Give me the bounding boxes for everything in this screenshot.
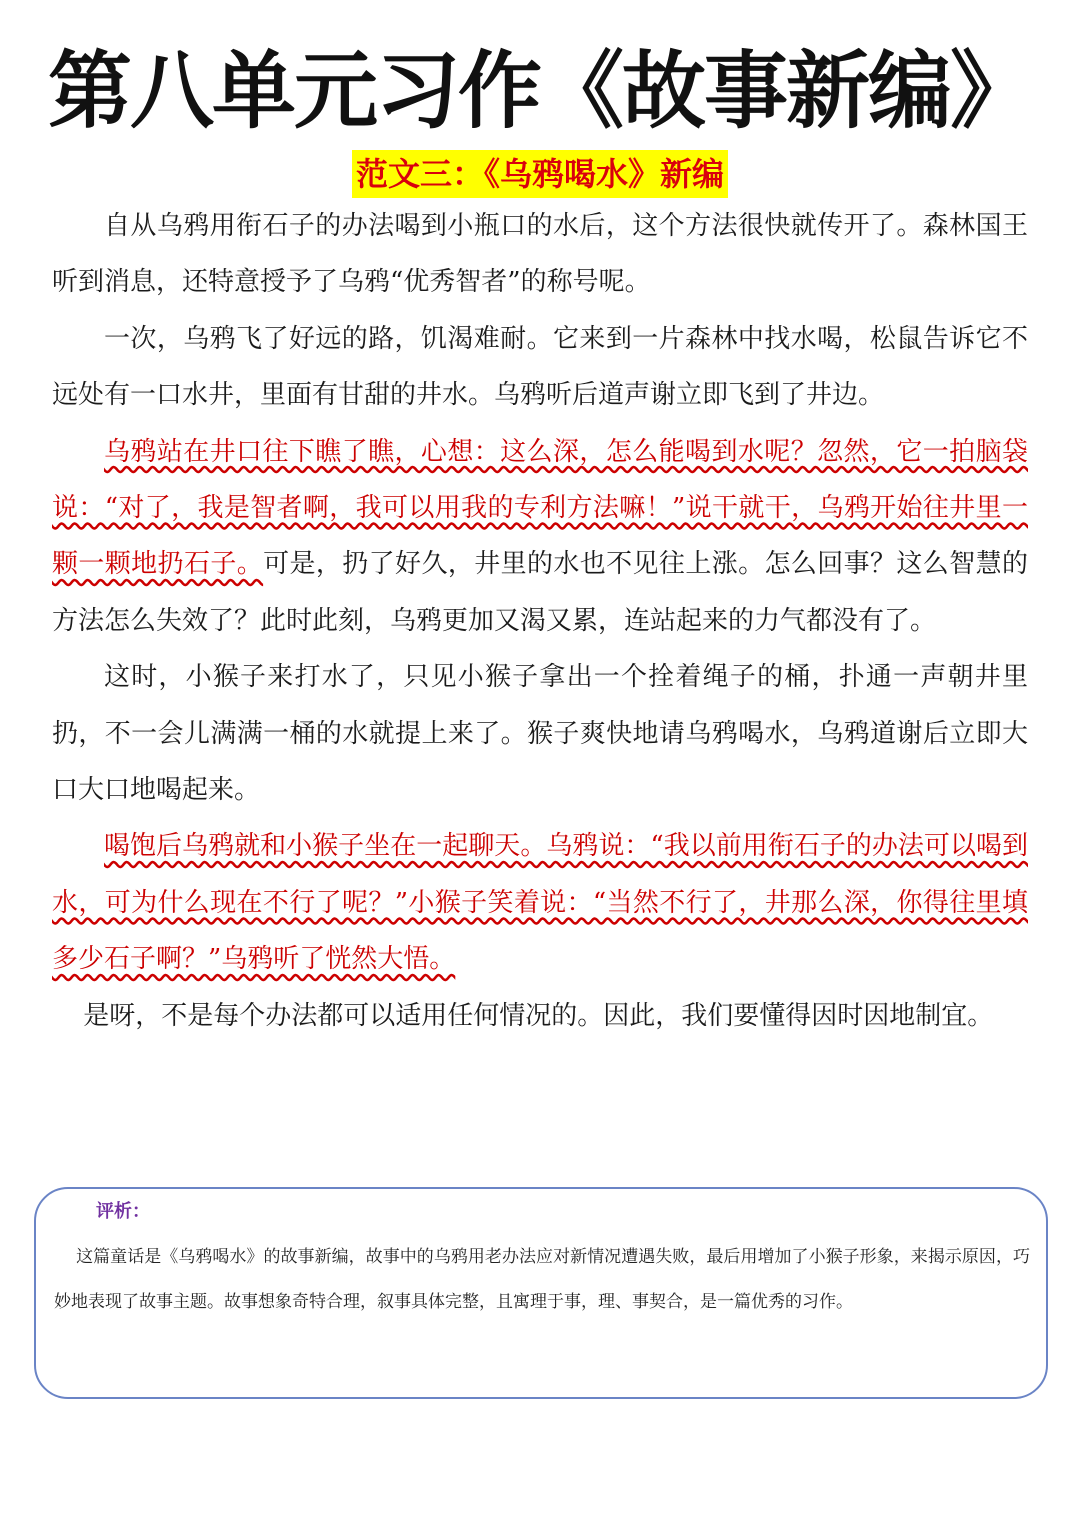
subtitle-highlight: 范文三：《乌鸦喝水》新编 [352,150,728,198]
paragraph-4: 这时，小猴子来打水了，只见小猴子拿出一个拴着绳子的桶，扑通一声朝井里扔，不一会儿满满一桶的水就提上来了。猴子爽快地请乌鸦喝水，乌鸦道谢后立即大口大口地喝起来。 [52,662,1028,806]
paragraph-6: 是呀，不是每个办法都可以适用任何情况的。因此，我们要懂得因时因地制宜。 [83,1000,994,1031]
paragraph-3-rest: 可是，扔了好久，井里的水也不见往上涨。怎么回事？这么智慧的方法怎么失效了？此时此刻，乌鸦更加又渴又累，连站起来的力气都没有了。 [52,549,1028,636]
subtitle-container [0,150,1080,198]
paragraph-2: 一次，乌鸦飞了好远的路，饥渴难耐。它来到一片森林中找水喝，松鼠告诉它不远处有一口水井，里面有甘甜的井水。乌鸦听后道声谢立即飞到了井边。 [52,323,1028,411]
review-text: 这篇童话是《乌鸦喝水》的故事新编，故事中的乌鸦用老办法应对新情况遭遇失败，最后用增加了小猴子形象，来揭示原因，巧妙地表现了故事主题。故事想象奇特合理，叙事具体完整，且寓理于事，理、事契合，是一篇优秀的习作。 [54,1247,1030,1312]
paragraph-5 [52,818,1028,987]
paragraph-1: 自从乌鸦用衔石子的办法喝到小瓶口的水后，这个方法很快就传开了。森林国王听到消息，还特意授予了乌鸦“优秀智者”的称号呢。 [52,211,1028,298]
paragraph-3-emphasis: 乌鸦站在井口往下瞧了瞧，心想：这么深，怎么能喝到水呢？忽然，它一拍脑袋说：“对了，我是智者啊，我可以用我的专利方法嘛！”说干就干，乌鸦开始往井里一颗一颗地扔石子。 [52,436,1028,580]
essay-body [52,198,1028,1044]
review-label: 评析： [96,1201,150,1222]
paragraph-5-emphasis: 喝饱后乌鸦就和小猴子坐在一起聊天。乌鸦说：“我以前用衔石子的办法可以喝到水，可为什么现在不行了呢？”小猴子笑着说：“当然不行了，井那么深，你得往里填多少石子啊？”乌鸦听了恍然大悟。 [52,831,1028,975]
paragraph-3 [52,424,1028,650]
page-title: 第八单元习作《故事新编》 [47,42,1032,140]
review-box [34,1187,1048,1399]
